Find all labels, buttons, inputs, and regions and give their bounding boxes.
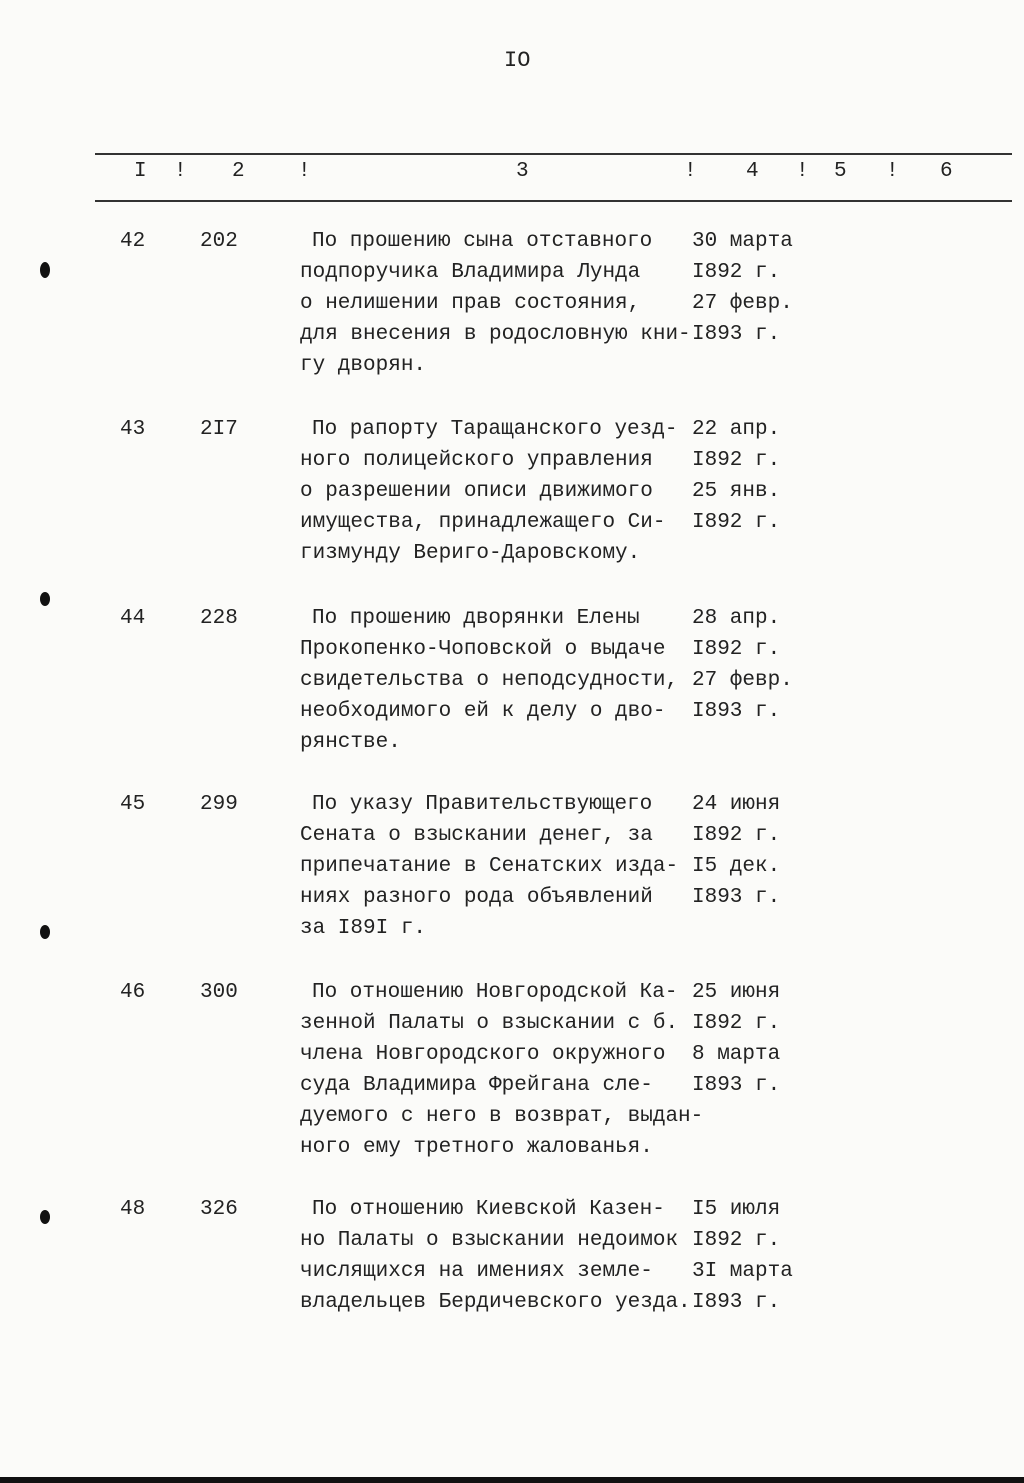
file-number: 300 bbox=[200, 981, 238, 1004]
date-line: 24 июня bbox=[692, 793, 781, 816]
date-line: I892 г. bbox=[692, 261, 781, 284]
description-line: По указу Правительствующего bbox=[312, 793, 653, 816]
description-line: члена Новгородского окружного bbox=[300, 1043, 666, 1066]
column-separator: ! bbox=[684, 160, 697, 183]
entry-number: 44 bbox=[120, 607, 146, 630]
file-number: 2I7 bbox=[200, 418, 238, 441]
date-line: I893 г. bbox=[692, 700, 781, 723]
description-line: для внесения в родословную кни- bbox=[300, 323, 691, 346]
description-line: гизмунду Вериго-Даровскому. bbox=[300, 542, 641, 565]
date-line: I5 июля bbox=[692, 1198, 781, 1221]
entry-dates bbox=[692, 226, 793, 350]
description-line: ного полицейского управления bbox=[300, 449, 653, 472]
entry-number: 48 bbox=[120, 1198, 146, 1221]
description-line: дуемого с него в возврат, выдан- bbox=[300, 1105, 704, 1128]
date-line: 27 февр. bbox=[692, 292, 793, 315]
description-line: Прокопенко-Чоповской о выдаче bbox=[300, 638, 666, 661]
description-line: припечатание в Сенатских изда- bbox=[300, 855, 679, 878]
entry-description bbox=[300, 414, 677, 569]
entry-number: 45 bbox=[120, 793, 146, 816]
punch-hole-mark bbox=[40, 1210, 50, 1224]
punch-hole-mark bbox=[40, 592, 50, 606]
column-separator: ! bbox=[886, 160, 899, 183]
column-header-6: 6 bbox=[940, 160, 953, 183]
description-line: за I89I г. bbox=[300, 917, 427, 940]
entry-description bbox=[300, 789, 678, 944]
entry-number: 43 bbox=[120, 418, 146, 441]
column-separator: ! bbox=[174, 160, 187, 183]
description-line: свидетельства о неподсудности, bbox=[300, 669, 679, 692]
entry-number: 46 bbox=[120, 981, 146, 1004]
column-separator: ! bbox=[796, 160, 809, 183]
description-line: рянстве. bbox=[300, 731, 401, 754]
page-number: IO bbox=[504, 48, 531, 73]
date-line: I892 г. bbox=[692, 511, 781, 534]
column-header-3: 3 bbox=[516, 160, 529, 183]
entry-description bbox=[300, 1194, 691, 1318]
description-line: Сената о взыскании денег, за bbox=[300, 824, 653, 847]
entry-description bbox=[300, 603, 678, 758]
entry-description bbox=[300, 226, 691, 381]
description-line: По отношению Киевской Казен- bbox=[312, 1198, 665, 1221]
entry-description bbox=[300, 977, 703, 1163]
description-line: подпоручика Владимира Лунда bbox=[300, 261, 641, 284]
description-line: необходимого ей к делу о дво- bbox=[300, 700, 666, 723]
description-line: о разрешении описи движимого bbox=[300, 480, 653, 503]
punch-hole-mark bbox=[40, 925, 50, 939]
date-line: 3I марта bbox=[692, 1260, 793, 1283]
column-header-1: I bbox=[134, 160, 147, 183]
column-header-5: 5 bbox=[834, 160, 847, 183]
file-number: 326 bbox=[200, 1198, 238, 1221]
entry-dates bbox=[692, 603, 793, 727]
date-line: I893 г. bbox=[692, 886, 781, 909]
date-line: I892 г. bbox=[692, 1229, 781, 1252]
entry-dates bbox=[692, 789, 780, 913]
date-line: 8 марта bbox=[692, 1043, 781, 1066]
date-line: I893 г. bbox=[692, 1074, 781, 1097]
description-line: По прошению сына отставного bbox=[312, 230, 653, 253]
date-line: 27 февр. bbox=[692, 669, 793, 692]
description-line: По прошению дворянки Елены bbox=[312, 607, 640, 630]
date-line: 22 апр. bbox=[692, 418, 781, 441]
date-line: 30 марта bbox=[692, 230, 793, 253]
date-line: 25 янв. bbox=[692, 480, 781, 503]
description-line: числящихся на имениях земле- bbox=[300, 1260, 653, 1283]
file-number: 202 bbox=[200, 230, 238, 253]
column-separator: ! bbox=[298, 160, 311, 183]
description-line: По рапорту Таращанского уезд- bbox=[312, 418, 678, 441]
table-header-bottom-rule bbox=[95, 200, 1012, 202]
date-line: I893 г. bbox=[692, 323, 781, 346]
date-line: I5 дек. bbox=[692, 855, 781, 878]
entry-dates bbox=[692, 1194, 793, 1318]
entry-dates bbox=[692, 977, 780, 1101]
description-line: о нелишении прав состояния, bbox=[300, 292, 641, 315]
date-line: I892 г. bbox=[692, 638, 781, 661]
table-header-top-rule bbox=[95, 153, 1012, 155]
date-line: I892 г. bbox=[692, 1012, 781, 1035]
column-header-4: 4 bbox=[746, 160, 759, 183]
date-line: I892 г. bbox=[692, 824, 781, 847]
date-line: I892 г. bbox=[692, 449, 781, 472]
description-line: ниях разного рода объявлений bbox=[300, 886, 653, 909]
description-line: имущества, принадлежащего Си- bbox=[300, 511, 666, 534]
file-number: 299 bbox=[200, 793, 238, 816]
description-line: ного ему третного жалованья. bbox=[300, 1136, 653, 1159]
entry-dates bbox=[692, 414, 780, 538]
date-line: 28 апр. bbox=[692, 607, 781, 630]
entry-number: 42 bbox=[120, 230, 146, 253]
column-header-2: 2 bbox=[232, 160, 245, 183]
description-line: владельцев Бердичевского уезда. bbox=[300, 1291, 691, 1314]
punch-hole-mark bbox=[40, 262, 50, 278]
date-line: I893 г. bbox=[692, 1291, 781, 1314]
date-line: 25 июня bbox=[692, 981, 781, 1004]
file-number: 228 bbox=[200, 607, 238, 630]
description-line: суда Владимира Фрейгана сле- bbox=[300, 1074, 653, 1097]
description-line: гу дворян. bbox=[300, 354, 427, 377]
description-line: зенной Палаты о взыскании с б. bbox=[300, 1012, 679, 1035]
scan-edge bbox=[0, 1477, 1024, 1483]
description-line: но Палаты о взыскании недоимок bbox=[300, 1229, 679, 1252]
description-line: По отношению Новгородской Ка- bbox=[312, 981, 678, 1004]
